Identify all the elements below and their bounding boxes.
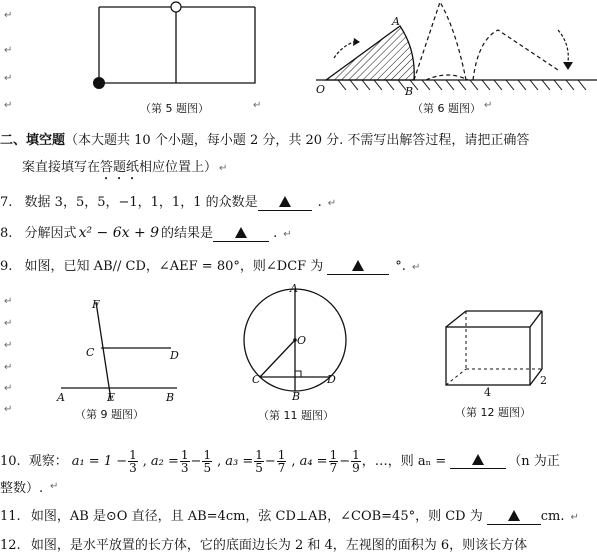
q9-text: 如图，已知 AB// CD，∠AEF = 80°，则∠DCF 为 [24, 259, 324, 274]
fig6-caption: （第 6 题图） [412, 102, 481, 115]
fig6-label-o: O [316, 83, 326, 96]
q8-number: 8. [0, 226, 13, 241]
section2-desc1: （本大题共 10 个小题，每小题 2 分，共 20 分. 不需写出解答过程，请把正确答 [65, 133, 530, 148]
q10-fraction: $\frac{1}{3}$ [180, 448, 189, 475]
answer-sheet-emphasis: 答题纸 [100, 160, 140, 175]
fig6-label-a: A [392, 15, 400, 28]
question-12 [0, 538, 527, 554]
q10-fraction: $\frac{1}{5}$ [203, 448, 212, 475]
fig11-label-c: C [252, 373, 261, 386]
answer-triangle-icon [235, 227, 247, 238]
q9-number: 9. [0, 259, 13, 274]
q7-text: 数据 3，5，5，−1，1，1，1 的众数是 [24, 195, 258, 210]
q11-text: 如图，AB 是⊙O 直径，且 AB=4cm，弦 CD⊥AB，∠COB=45°，则 CD 为 [30, 509, 483, 524]
q7-answer-blank[interactable] [258, 196, 312, 211]
question-7: 7. 数据 3，5，5，−1，1，1，1 的众数是 . ↵ [0, 195, 337, 210]
section2-line2: 案直接填写在答题纸相应位置上） ↵ [22, 160, 228, 175]
fig9-label-c: C [86, 346, 95, 359]
fig11-right-angle [295, 371, 301, 377]
fig5-open-point [171, 2, 181, 12]
question-8: 8. 分解因式 x² − 6x + 9 的结果是 . ↵ [0, 225, 292, 241]
fig5-caption: （第 5 题图） [140, 102, 209, 115]
q12-number: 12. [0, 538, 21, 553]
fig11-label-o: O [297, 334, 307, 347]
question-11: 11. 如图，AB 是⊙O 直径，且 AB=4cm，弦 CD⊥AB，∠COB=45°，则 CD 为 cm. ↵ [0, 509, 579, 524]
section2-line1 [0, 133, 529, 149]
fig6-ground-hatching [338, 80, 586, 90]
question-9: 9. 如图，已知 AB// CD，∠AEF = 80°，则∠DCF 为 °. ↵ [0, 259, 421, 274]
fig9-caption: （第 9 题图） [75, 408, 144, 421]
q10-fraction: $\frac{1}{7}$ [329, 448, 338, 475]
q10-answer-blank[interactable] [450, 454, 506, 469]
fig5-rectangle [99, 7, 255, 83]
fig12-label-4: 4 [484, 386, 491, 399]
q7-number: 7. [0, 195, 13, 210]
fig6-label-b: B [405, 85, 414, 98]
q9-answer-blank[interactable] [327, 260, 389, 275]
q10-line2: 整数）. [0, 481, 44, 496]
fig9-label-d: D [170, 349, 179, 362]
fig9-label-a: A [57, 391, 65, 404]
q8-answer-blank[interactable] [213, 227, 269, 242]
section2-heading: 二、填空题 [0, 133, 66, 148]
fig11-label-b: B [292, 390, 301, 403]
fig6-arrow-right [558, 30, 568, 62]
answer-triangle-icon [352, 260, 364, 271]
fig11-label-a: A [290, 282, 298, 295]
fig11-label-d: D [327, 373, 336, 386]
fig6-dashed-shape-1 [414, 2, 466, 80]
question-10: 10. 观察： a₁ = 1 − $\frac{1}{3}$ , a₂ = $\frac{1}{3}$ − $\frac{1}{5}$ , a₃ = $\frac{1}{5}$ − $\frac{1}{7}$ , a₄ = $\frac{1}{7}$ − $\frac{1}{9}$ ，…，则 aₙ = （n 为正 [0, 448, 560, 475]
answer-triangle-icon [508, 510, 520, 521]
q10-fraction: $\frac{1}{7}$ [277, 448, 286, 475]
fig6-dashed-shape-2 [473, 30, 558, 80]
fig9-transversal-ef [96, 302, 111, 400]
fig12-caption: （第 12 题图） [455, 406, 531, 419]
fig9-label-f: F [92, 298, 100, 311]
q10-number: 10. [0, 453, 21, 469]
fig12-front-face [446, 327, 530, 385]
figure-6 [308, 0, 597, 100]
q8-expression: x² − 6x + 9 [78, 225, 160, 241]
fig6-sector [326, 26, 414, 80]
fig9-label-e: E [107, 391, 116, 404]
q12-text: 如图，是水平放置的长方体，它的底面边长为 2 和 4，左视图的面积为 6，则该长方体 [30, 538, 528, 553]
q11-number: 11. [0, 509, 21, 524]
fig11-caption: （第 11 题图） [258, 409, 334, 422]
q10-fraction: $\frac{1}{3}$ [129, 448, 137, 475]
answer-triangle-icon [472, 454, 484, 465]
fig6-arrow-left [334, 42, 354, 58]
q11-answer-blank[interactable] [487, 510, 541, 525]
answer-triangle-icon [279, 196, 291, 207]
q10-fraction: $\frac{1}{5}$ [255, 448, 263, 475]
q10-fraction: $\frac{1}{9}$ [352, 448, 360, 475]
figure-5 [80, 0, 270, 95]
fig5-solid-point [93, 77, 105, 89]
fig11-radius-oc [260, 340, 295, 377]
fig12-label-2: 2 [540, 374, 547, 387]
fig9-label-b: B [166, 391, 175, 404]
